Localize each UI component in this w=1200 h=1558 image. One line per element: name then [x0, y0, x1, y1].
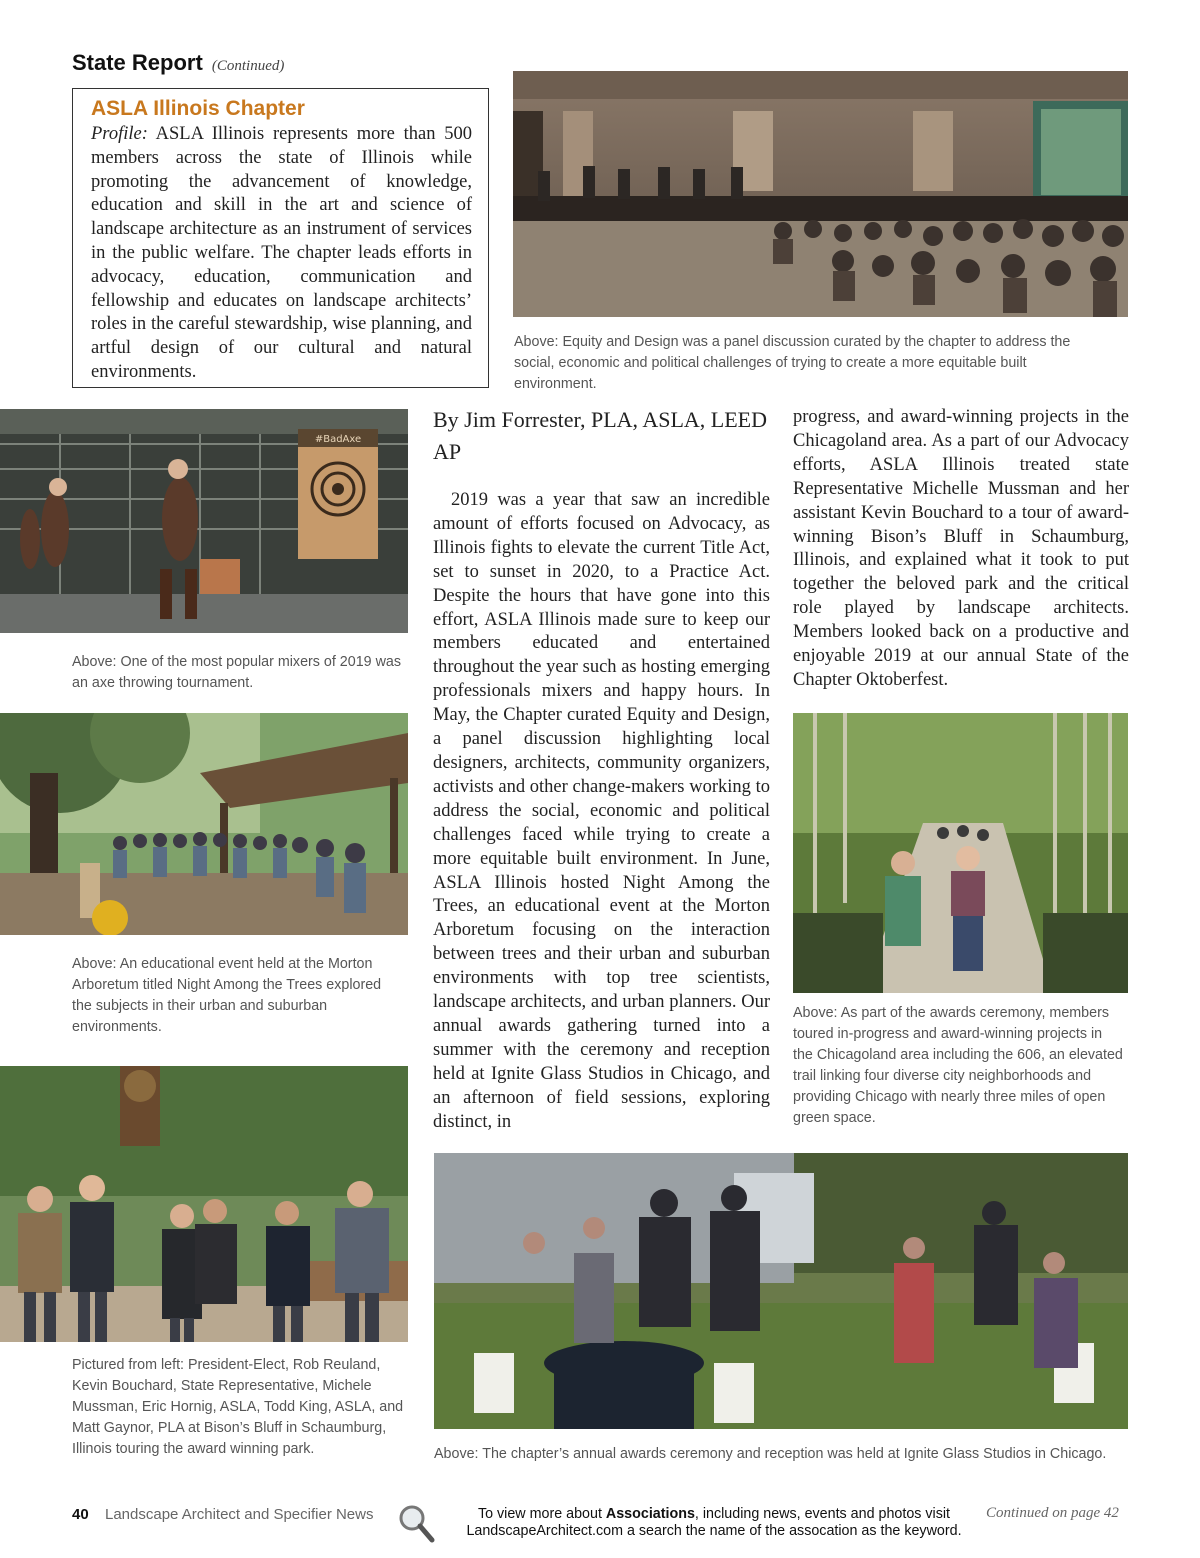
chapter-title: ASLA Illinois Chapter: [91, 97, 305, 120]
panel-photo-caption: Above: Equity and Design was a panel discussion curated by the chapter to address the social, economic and political challenges of trying to create a more equitable built environment.: [514, 334, 1071, 392]
footer-promo-note: [434, 1506, 994, 1540]
page-number: 40: [72, 1506, 89, 1523]
group-photo: [0, 1066, 408, 1342]
trail-tour-photo: [793, 713, 1128, 993]
section-title: State Report: [72, 50, 203, 75]
profile-label: Profile:: [91, 124, 148, 144]
article-byline: By Jim Forrester, PLA, ASLA, LEED AP: [433, 407, 767, 464]
section-header: [72, 50, 284, 76]
axe-throwing-photo: [0, 409, 408, 633]
awards-photo-caption: Above: The chapter’s annual awards ceremony and reception was held at Ignite Glass Studios in Chicago.: [434, 1446, 1107, 1462]
chapter-profile-text: [91, 123, 472, 385]
arboretum-event-photo: [0, 713, 408, 935]
note-pre: To view more about: [477, 1506, 606, 1522]
axe-board-sign: #BadAxe: [314, 434, 362, 445]
arboretum-photo-caption: Above: An educational event held at the Morton Arboretum titled Night Among the Trees explored the subjects in their urban and suburban environments.: [72, 956, 382, 1035]
continued-label: (Continued): [211, 58, 285, 74]
note-bold: Associations: [605, 1506, 695, 1522]
magnifier-icon: [396, 1503, 436, 1545]
note-post: , including news, events and photos visit LandscapeArchitect.com a search the name of the assocation as the keyword.: [466, 1506, 962, 1539]
awards-reception-photo: [434, 1153, 1128, 1429]
trail-photo-caption: Above: As part of the awards ceremony, members toured in-progress and award-winning projects in the Chicagoland area including the 606, an elevated trail linking four diverse city neighborhoods and providing Chicago with nearly three miles of open green space.: [793, 1005, 1123, 1126]
continued-on-page: Continued on page 42: [986, 1505, 1119, 1521]
panel-discussion-photo: [513, 71, 1128, 317]
publication-name: Landscape Architect and Specifier News: [105, 1506, 374, 1523]
article-column-2: progress, and award-winning projects in the Chicagoland area. As a part of our Advocacy efforts, ASLA Illinois treated state Representative Michelle Mussman and her assistant Kevin Bouchard to a tour of award-winning Bison’s Bluff in Schaumburg, Illinois, and explained what it took to put together the beloved park and the critical role played by landscape architects. Members looked back on a productive and enjoyable 2019 at our annual State of the Chapter Oktoberfest.: [793, 407, 1129, 690]
profile-body: ASLA Illinois represents more than 500 members across the state of Illinois while promoting the advancement of knowledge, education and skill in the art and science of landscape architecture as an instrument of services in the public welfare. The chapter leads efforts in advocacy, education, communication and fellowship and educates on landscape architects’ roles in the careful stewardship, wise planning, and artful design of our cultural and natural environments.: [91, 124, 472, 382]
chapter-profile-box: [72, 88, 489, 388]
axe-photo-caption: Above: One of the most popular mixers of 2019 was an axe throwing tournament.: [72, 654, 402, 691]
group-photo-caption: Pictured from left: President-Elect, Rob Reuland, Kevin Bouchard, State Representative, Michele Mussman, Eric Hornig, ASLA, Todd King, ASLA, and Matt Gaynor, PLA at Bison’s Bluff in Schaumburg, Illinois touring the award winning park.: [72, 1357, 404, 1457]
article-column-1: 2019 was a year that saw an incredible amount of efforts focused on Advocacy, as Illinois fights to elevate the current Title Act, set to sunset in 2020, to a Practice Act. Despite the hours that have gone into this effort, ASLA Illinois made sure to keep our members educated and entertained throughout the year such as hosting emerging professionals mixers and happy hours. In May, the Chapter curated Equity and Design, a panel discussion highlighting local designers, architects, community organizers, activists and other change-makers working to address the social, economic and political challenges faced while trying to create a more equitable built environment. In June, ASLA Illinois hosted Night Among the Trees, an educational event at the Morton Arboretum focusing on the interaction between trees and their urban and suburban environments with top tree scientists, landscape architects, and urban planners. Our annual awards gathering turned into a summer with the ceremony and reception held at Ignite Glass Studios in Chicago, and an afternoon of field sessions, exploring distinct, in: [433, 490, 770, 1132]
